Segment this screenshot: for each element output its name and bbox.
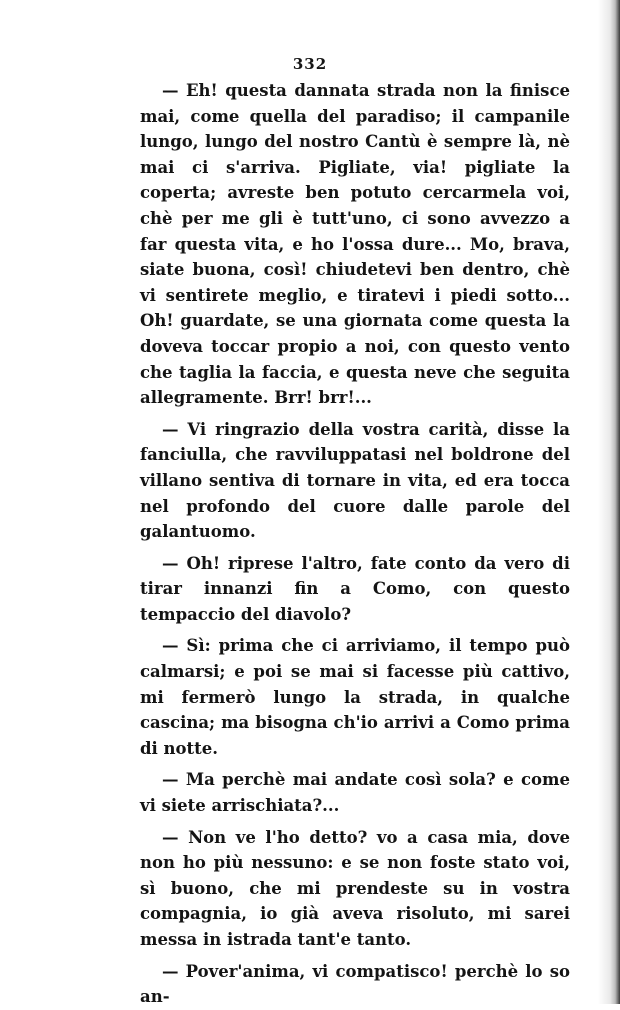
paragraph-5: — Ma perchè mai andate così sola? e come vi siete arrischiata?... [140,770,570,816]
page-number: 332 [292,55,328,73]
paragraph-1: — Eh! questa dannata strada non la finisce mai, come quella del paradiso; il campanile lungo, lungo del nostro Cantù è sempre là, nè mai ci s'arriva. Pigliate, via! pigliate la coperta; avreste ben potuto cercarmela voi, chè per me gli è tutt'uno, ci sono avvezzo a far questa vita, e ho l'ossa dure... Mo, brava, siate buona, così! chiudetevi ben dentro, chè vi sentirete meglio, e tiratevi i piedi sotto... Oh! guardate, se una giornata come questa la doveva toccar propio a noi, con questo vento che taglia la faccia, e questa neve che seguita allegramente. Brr! brr!... [140,81,570,408]
body-text [140,78,570,1010]
paragraph-6: — Non ve l'ho detto? vo a casa mia, dove non ho più nessuno: e se non foste stato voi, sì buono, che mi prendeste su in vostra compagnia, io già aveva risoluto, mi sarei messa in istrada tant'e tanto. [140,827,570,949]
paragraph-4: — Sì: prima che ci arriviamo, il tempo può calmarsi; e poi se mai si facesse più cattivo, mi fermerò lungo la strada, in qualche cascina; ma bisogna ch'io arrivi a Como prima di notte. [140,636,570,758]
paragraph-2: — Vi ringrazio della vostra carità, disse la fanciulla, che ravviluppatasi nel boldrone del villano sentiva di tornare in vita, ed era tocca nel profondo del cuore dalle parole del galantuomo. [140,419,570,542]
paragraph-7: — Pover'anima, vi compatisco! perchè lo so an- [140,961,570,1007]
page-edge-shadow [598,0,620,1004]
paragraph-3: — Oh! riprese l'altro, fate conto da vero di tirar innanzi fin a Como, con questo tempaccio del diavolo? [140,553,570,624]
